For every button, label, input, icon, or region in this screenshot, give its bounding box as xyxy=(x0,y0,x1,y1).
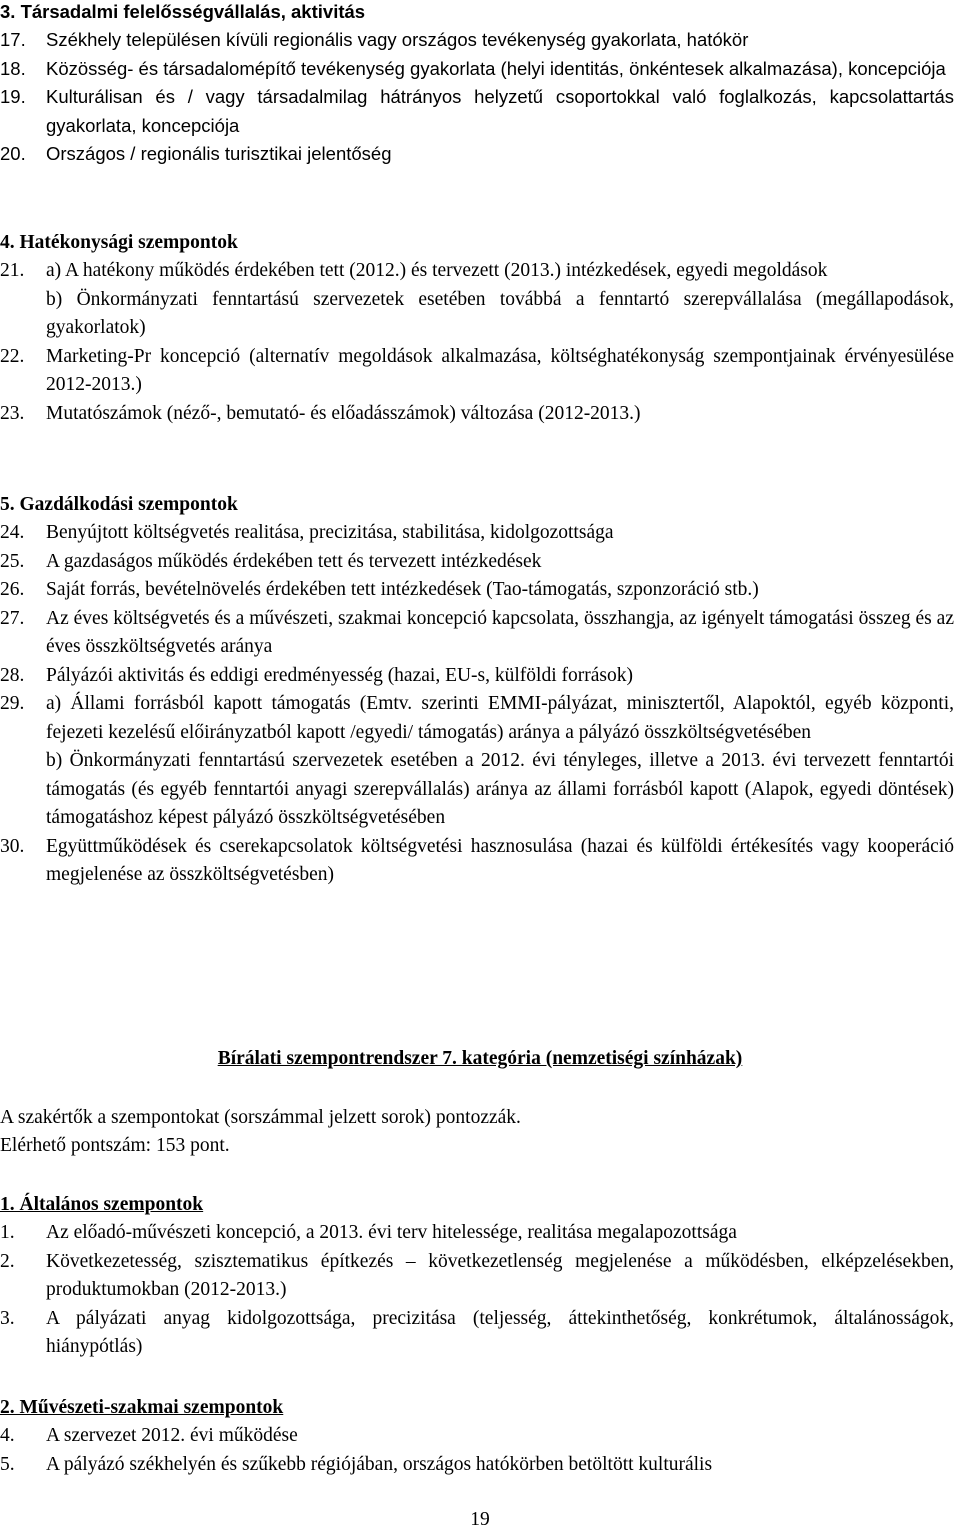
item-number: 4. xyxy=(0,1425,15,1446)
item-number: 24. xyxy=(0,522,25,543)
list-item xyxy=(0,690,954,833)
list-item xyxy=(0,55,954,84)
item-text: Az éves költségvetés és a művészeti, szakmai koncepció kapcsolata, összhangja, az igényelt támogatási összeg és az éves összköltségvetés aránya xyxy=(46,607,954,657)
section-4 xyxy=(0,229,954,428)
item-number: 22. xyxy=(0,345,25,367)
list-item xyxy=(0,1305,954,1362)
list-item xyxy=(0,1422,954,1451)
item-subpoint-a: a) A hatékony működés érdekében tett (2012.) és tervezett (2013.) intézkedések, egyedi megoldások xyxy=(46,260,828,281)
item-number: 25. xyxy=(0,550,25,572)
item-number: 3. xyxy=(0,1307,15,1329)
intro xyxy=(0,1104,954,1160)
item-number: 28. xyxy=(0,664,25,686)
item-number: 2. xyxy=(0,1250,15,1272)
item-text: Saját forrás, bevételnövelés érdekében tett intézkedések (Tao-támogatás, szponzoráció stb.) xyxy=(46,579,759,600)
artistic-criteria-heading xyxy=(0,1394,954,1422)
list-item xyxy=(0,1248,954,1305)
item-number: 27. xyxy=(0,607,25,629)
item-text: Országos / regionális turisztikai jelentőség xyxy=(46,143,392,164)
item-text: A pályázó székhelyén és szűkebb régiójában, országos hatókörben betöltött kulturális xyxy=(46,1453,713,1475)
section-3-heading: 3. Társadalmi felelősségvállalás, aktivitás xyxy=(0,1,366,22)
section-4-heading: 4. Hatékonysági szempontok xyxy=(0,232,238,253)
item-text: Közösség- és társadalomépítő tevékenység gyakorlata (helyi identitás, önkéntesek alkalmazása), koncepciója xyxy=(46,57,946,79)
list-item xyxy=(0,140,954,169)
artistic-criteria-heading-text: 2. Művészeti-szakmai szempontok xyxy=(0,1397,284,1418)
item-number: 18. xyxy=(0,57,26,79)
list-item xyxy=(0,605,954,662)
general-criteria-heading-text: 1. Általános szempontok xyxy=(0,1194,204,1215)
item-number: 21. xyxy=(0,260,25,281)
item-number: 23. xyxy=(0,402,25,424)
item-text: Marketing-Pr koncepció (alternatív megoldások alkalmazása, költséghatékonyság szempontjainak érvényesülése 2012-2013.) xyxy=(46,345,954,395)
item-subpoint-b: b) Önkormányzati fenntartású szervezetek esetében a 2012. évi tényleges, illetve a 2013. évi tervezett fenntartói támogatás (és egyéb fenntartói anyagi szerepvállalás) aránya az állami forrásból kapott (Alapok, egyedi döntések) támogatáshoz képest pályázó összköltségvetésében xyxy=(46,750,954,828)
item-number: 20. xyxy=(0,143,26,164)
section-5-heading: 5. Gazdálkodási szempontok xyxy=(0,494,238,515)
general-criteria xyxy=(0,1191,954,1362)
item-number: 5. xyxy=(0,1453,15,1475)
item-subpoint-a: a) Állami forrásból kapott támogatás (Emtv. szerinti EMMI-pályázat, minisztertől, Alapoktól, egyéb központi, fejezeti kezelésű előirányzatból kapott /egyedi/ támogatás) aránya a pályázó összköltségvetésében xyxy=(46,693,954,743)
section-5 xyxy=(0,491,954,890)
item-text: Benyújtott költségvetés realitása, precizitása, stabilitása, kidolgozottsága xyxy=(46,522,614,543)
item-number: 17. xyxy=(0,29,26,50)
list-item xyxy=(0,833,954,890)
item-text: Együttműködések és cserekapcsolatok költségvetési hasznosulása (hazai és külföldi értékesítés vagy kooperáció megjelenése az összköltségvetésben) xyxy=(46,835,954,885)
item-number: 26. xyxy=(0,579,25,600)
general-criteria-heading xyxy=(0,1191,954,1219)
item-number: 19. xyxy=(0,86,26,107)
intro-line-1: A szakértők a szempontokat (sorszámmal jelzett sorok) pontozzák. xyxy=(0,1107,521,1128)
list-item xyxy=(0,519,954,548)
list-item xyxy=(0,257,954,343)
item-number: 30. xyxy=(0,835,25,857)
item-text: A gazdaságos működés érdekében tett és tervezett intézkedések xyxy=(46,550,542,572)
list-item xyxy=(0,343,954,400)
item-text xyxy=(46,690,954,833)
item-text: A szervezet 2012. évi működése xyxy=(46,1425,298,1446)
list-item xyxy=(0,26,954,55)
list-item xyxy=(0,576,954,605)
list-item xyxy=(0,83,954,140)
item-text: Kulturálisan és / vagy társadalmilag hátrányos helyzetű csoportokkal való foglalkozás, kapcsolattartás gyakorlata, koncepciója xyxy=(46,86,954,136)
section-3 xyxy=(0,0,954,169)
list-item xyxy=(0,662,954,691)
item-text: Székhely településen kívüli regionális vagy országos tevékenység gyakorlata, hatókör xyxy=(46,29,749,50)
list-item xyxy=(0,400,954,429)
item-text: Az előadó-művészeti koncepció, a 2013. évi terv hitelessége, realitása megalapozottsága xyxy=(46,1222,737,1243)
item-number: 1. xyxy=(0,1222,15,1243)
item-text xyxy=(46,257,954,343)
page-title xyxy=(0,1045,960,1073)
item-text: A pályázati anyag kidolgozottsága, precizitása (teljesség, áttekinthetőség, konkrétumok, általánosságok, hiánypótlás) xyxy=(46,1307,954,1357)
intro-line-2: Elérhető pontszám: 153 pont. xyxy=(0,1135,230,1156)
list-item xyxy=(0,548,954,577)
item-subpoint-b: b) Önkormányzati fenntartású szervezetek esetében továbbá a fenntartó szerepvállalása (megállapodások, gyakorlatok) xyxy=(46,288,954,338)
page-number: 19 xyxy=(470,1509,490,1530)
item-text: Mutatószámok (néző-, bemutató- és előadásszámok) változása (2012-2013.) xyxy=(46,402,641,424)
item-text: Következetesség, szisztematikus építkezés – következetlenség megjelenése a működésben, elképzelésekben, produktumokban (2012-2013.) xyxy=(46,1250,954,1300)
item-text: Pályázói aktivitás és eddigi eredményesség (hazai, EU-s, külföldi források) xyxy=(46,664,633,686)
page-title-text: Bírálati szempontrendszer 7. kategória (nemzetiségi színházak) xyxy=(217,1048,743,1069)
item-number: 29. xyxy=(0,693,25,714)
artistic-criteria xyxy=(0,1394,954,1479)
list-item xyxy=(0,1451,954,1480)
list-item xyxy=(0,1219,954,1248)
